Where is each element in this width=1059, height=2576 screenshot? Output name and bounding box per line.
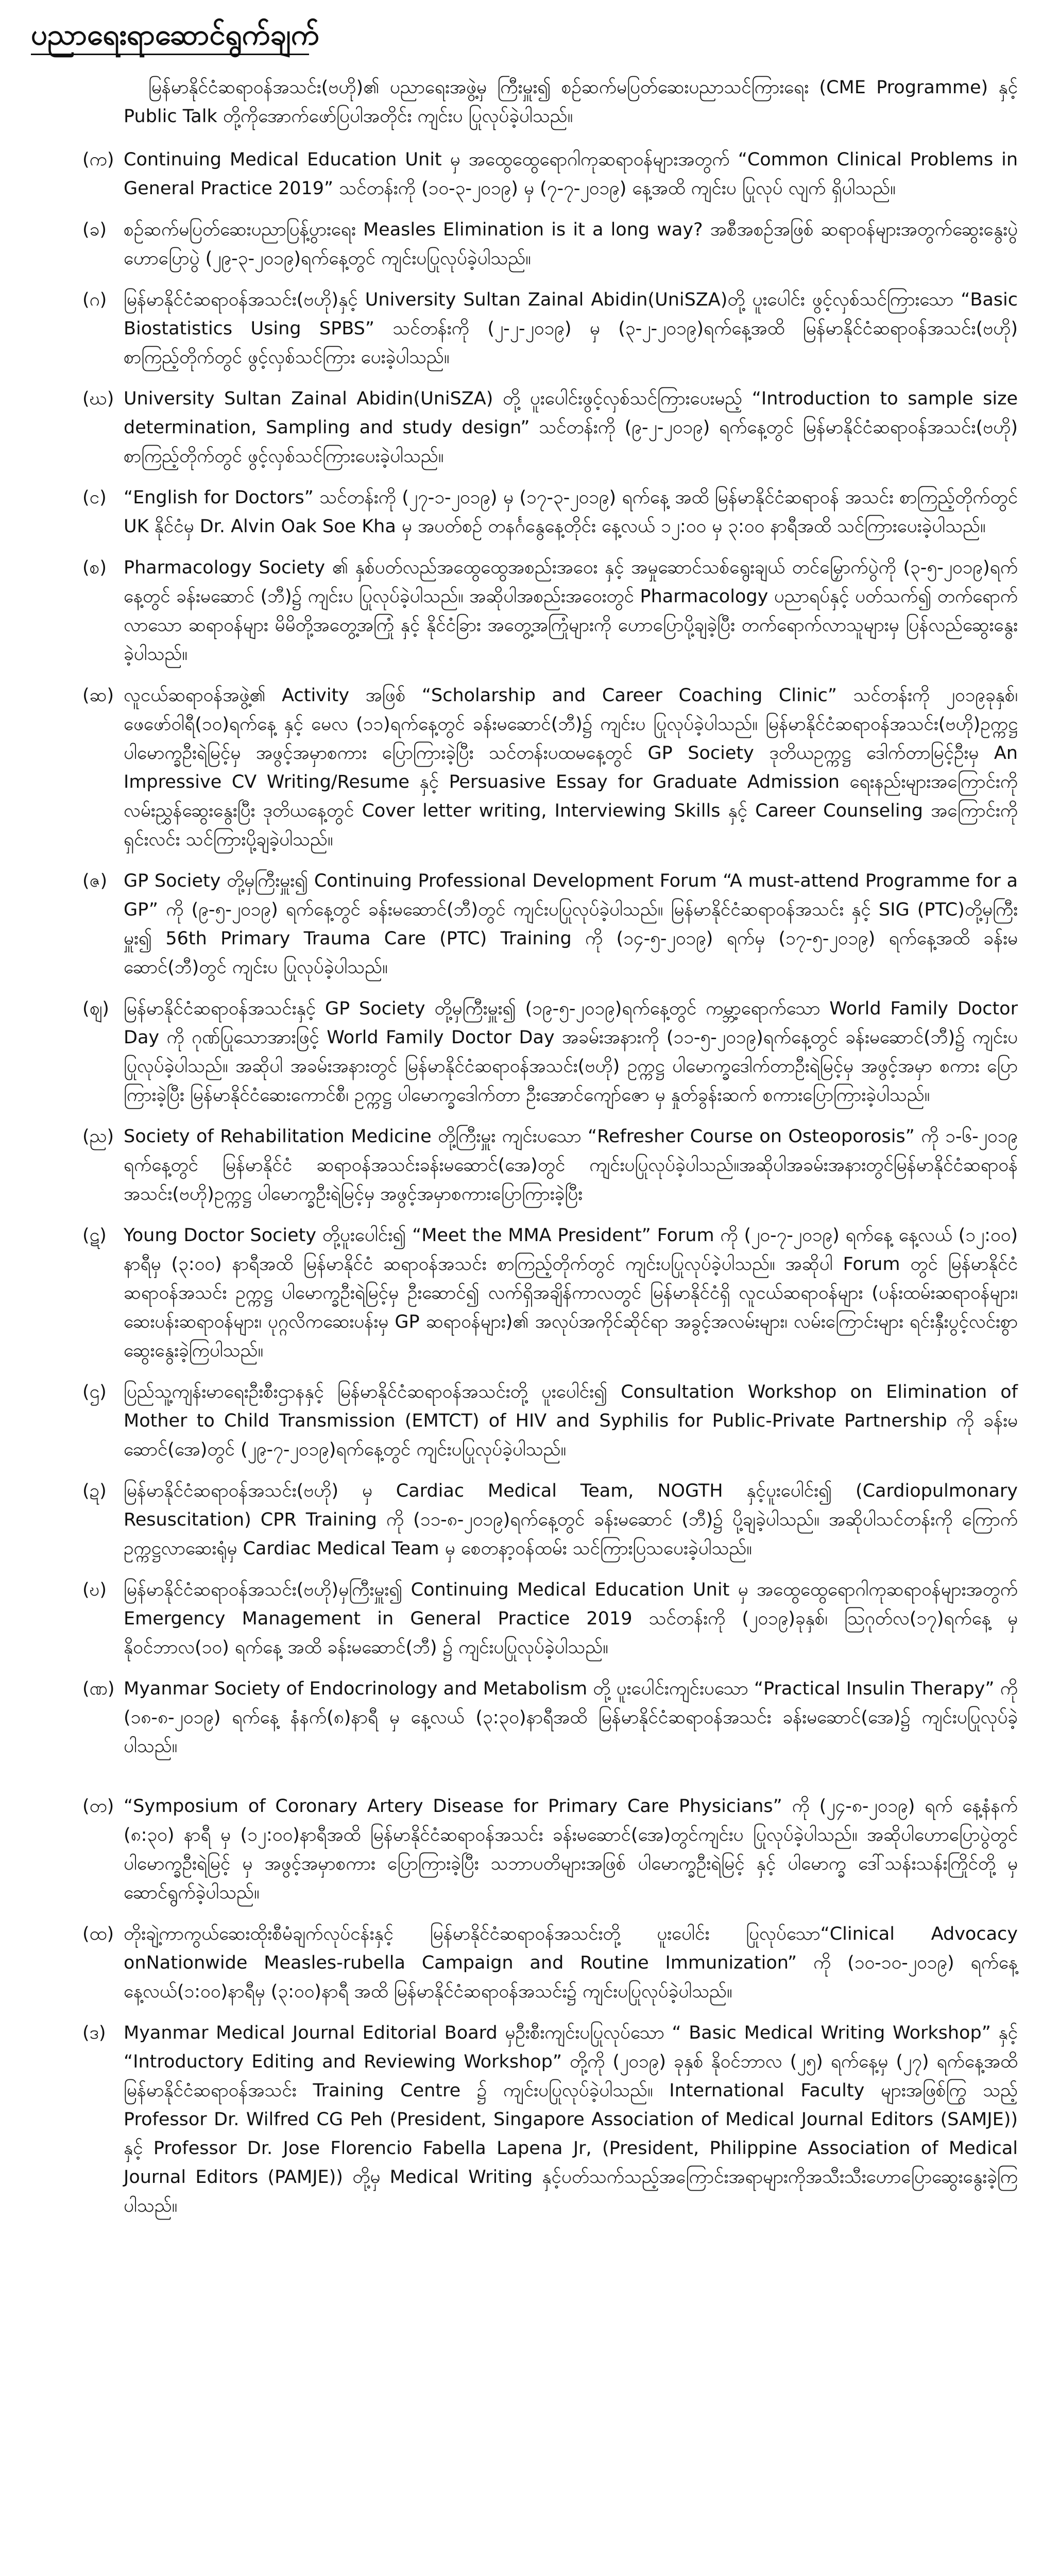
list-item — [21, 1920, 1038, 2006]
item-text: Continuing Medical Education Unit မှ အထွေထွေရောဂါကုဆရာဝန်များအတွက် “Common Clinical Problems in General Practice 2019” သင်တန်းကို (၁၀-၃-၂၀၁၉) မှ (၇-၇-၂၀၁၉) နေ့အထိ ကျင်းပ ပြုလုပ် လျက် ရှိပါသည်။ — [124, 149, 1018, 199]
item-text: University Sultan Zainal Abidin(UniSZA) တို့ ပူးပေါင်းဖွင့်လှစ်သင်ကြားပေးမည့် “Introduction to sample size determination, Sampling and study design” သင်တန်းကို (၉-၂-၂၀၁၉) ရက်နေ့တွင် မြန်မာနိုင်ငံဆရာဝန်အသင်း(ဗဟို) စာကြည့်တိုက်တွင် ဖွင့်လှစ်သင်ကြားပေးခဲ့ပါသည်။ — [124, 388, 1018, 467]
item-number: (ဒ) — [82, 2023, 106, 2043]
item-text: Society of Rehabilitation Medicine တို့ကြီးမှူး ကျင်းပသော “Refresher Course on Osteoporosis” ကို ၁-၆-၂၀၁၉ ရက်နေ့တွင် မြန်မာနိုင်ငံ ဆရာဝန်အသင်းခန်းမဆောင်(အေ)တွင် ကျင်းပပြုလုပ်ခဲ့ပါသည်။အဆိုပါအခမ်းအနားတွင်မြန်မာနိုင်ငံဆရာဝန်အသင်း(ဗဟို)ဥက္ကဋ္ဌ ပါမောက္ခဦးရဲမြင့်မှ အဖွင့်အမှာစကားပြောကြားခဲ့ပြီး — [124, 1126, 1018, 1205]
activity-list — [21, 145, 1038, 2221]
list-item — [21, 681, 1038, 854]
item-text: Myanmar Society of Endocrinology and Metabolism တို့ ပူးပေါင်းကျင်းပသော “Practical Insulin Therapy” ကို (၁၈-၈-၂၀၁၉) ရက်နေ့ နံနက်(၈)နာရီ မှ နေ့လယ် (၃:၃၀)နာရီအထိ မြန်မာနိုင်ငံဆရာဝန်အသင်း ခန်းမဆောင်(အေ)၌ ကျင်းပပြုလုပ်ခဲ့ပါသည်။ — [124, 1679, 1018, 1757]
item-number: (ဃ) — [82, 388, 114, 409]
list-item — [21, 2019, 1038, 2221]
list-item — [21, 483, 1038, 541]
item-text: မြန်မာနိုင်ငံဆရာဝန်အသင်း(ဗဟို) မှ Cardiac Medical Team, NOGTH နှင့်ပူးပေါင်း၍ (Cardiopulmonary Resuscitation) CPR Training ကို (၁၁-၈-၂၀၁၉)ရက်နေ့တွင် ခန်းမဆောင် (ဘီ)၌ ပို့ချခဲ့ပါသည်။ အဆိုပါသင်တန်းကို ကြောက်ဥက္ကဋ္ဌလာဆေးရုံမှ Cardiac Medical Team မှ စေတနာ့ဝန်ထမ်း သင်ကြားပြသပေးခဲ့ပါသည်။ — [124, 1481, 1018, 1559]
item-number: (ခ) — [82, 219, 107, 240]
list-item — [21, 1378, 1038, 1464]
list-item — [21, 1575, 1038, 1662]
item-text: စဉ်ဆက်မပြတ်ဆေးပညာပြန့်ပွားရေး Measles Elimination is it a long way? အစီအစဉ်အဖြစ် ဆရာဝန်များအတွက်ဆွေးနွေးပွဲ ဟောပြောပွဲ (၂၉-၃-၂၀၁၉)ရက်နေ့တွင် ကျင်းပပြုလုပ်ခဲ့ပါသည်။ — [124, 219, 1018, 269]
item-text: “Symposium of Coronary Artery Disease for Primary Care Physicians” ကို (၂၄-၈-၂၀၁၉) ရက် နေ့နံနက် (၈:၃၀) နာရီ မှ (၁၂:၀၀)နာရီအထိ မြန်မာနိုင်ငံဆရာဝန်အသင်း ခန်းမဆောင်(အေ)တွင်ကျင်းပ ပြုလုပ်ခဲ့ပါသည်။ အဆိုပါဟောပြောပွဲတွင် ပါမောက္ခဦးရဲမြင့် မှ အဖွင့်အမှာစကား ပြောကြားခဲ့ပြီး သဘာပတိများအဖြစ် ပါမောက္ခဦးရဲမြင့် နှင့် ပါမောက္ခ ဒေါ်သန်းသန်းကြိုင်တို့ မှ ဆောင်ရွက်ခဲ့ပါသည်။ — [124, 1796, 1018, 1903]
item-number: (ဎ) — [82, 1580, 107, 1600]
list-item — [21, 1674, 1038, 1761]
item-number: (တ) — [82, 1796, 114, 1817]
item-number: (ဋ) — [82, 1225, 107, 1246]
item-number: (ဌ) — [82, 1382, 107, 1402]
item-text: မြန်မာနိုင်ငံဆရာဝန်အသင်းနှင့် GP Society တို့မှကြီးမှူး၍ (၁၉-၅-၂၀၁၉)ရက်နေ့တွင် ကမ္ဘာ့ရောက်သော World Family Doctor Day ကို ဂုဏ်ပြုသောအားဖြင့် World Family Doctor Day အခမ်းအနားကို (၁၁-၅-၂၀၁၉)ရက်နေ့တွင် ခန်းမဆောင်(ဘီ)၌ ကျင်းပပြုလုပ်ခဲ့ပါသည်။ အဆိုပါ အခမ်းအနားတွင် မြန်မာနိုင်ငံဆရာဝန်အသင်း(ဗဟို) ဥက္ကဋ္ဌ ပါမောက္ခဒေါက်တာဦးရဲမြင့်မှ အဖွင့်အမှာ စကား ပြောကြားခဲ့ပြီး မြန်မာနိုင်ငံဆေးကောင်စီ၊ ဥက္ကဋ္ဌ ပါမောက္ခဒေါက်တာ ဦးအောင်ကျော်ဇော မှ နှုတ်ခွန်းဆက် စကားပြောကြားခဲ့ပါသည်။ — [124, 998, 1018, 1106]
item-text: ပြည်သူ့ကျန်းမာရေးဦးစီးဌာနနှင့် မြန်မာနိုင်ငံဆရာဝန်အသင်းတို့ ပူးပေါင်း၍ Consultation Workshop on Elimination of Mother to Child Transmission (EMTCT) of HIV and Syphilis for Public-Private Partnership ကို ခန်းမဆောင်(အေ)တွင် (၂၉-၇-၂၀၁၉)ရက်နေ့တွင် ကျင်းပပြုလုပ်ခဲ့ပါသည်။ — [124, 1382, 1018, 1460]
item-number: (င) — [82, 487, 107, 508]
list-item — [21, 867, 1038, 982]
item-number: (ည) — [82, 1126, 114, 1147]
item-text: Young Doctor Society တို့ပူးပေါင်း၍ “Meet the MMA President” Forum ကို (၂၀-၇-၂၀၁၉) ရက်နေ့ နေ့လယ် (၁၂:၀၀) နာရီမှ (၃:၀၀) နာရီအထိ မြန်မာနိုင်ငံ ဆရာဝန်အသင်း စာကြည့်တိုက်တွင် ကျင်းပပြုလုပ်ခဲ့ပါသည်။ အဆိုပါ Forum တွင် မြန်မာနိုင်ငံဆရာဝန်အသင်း ဥက္ကဋ္ဌ ပါမောက္ခဦးရဲမြင့်မှ ဦးဆောင်၍ လက်ရှိအချိန်ကာလတွင် မြန်မာနိုင်ငံရှိ လူငယ်ဆရာဝန်များ (ပန်းထမ်းဆရာဝန်များ၊ ဆေးပန်းဆရာဝန်များ၊ ပုဂ္ဂလိကဆေးပန်းမှ GP ဆရာဝန်များ)၏ အလုပ်အကိုင်ဆိုင်ရာ အခွင့်အလမ်းများ၊ လမ်းကြောင်းများ ရင်းနှီးပွင့်လင်းစွာ ဆွေးနွေးခဲ့ကြပါသည်။ — [124, 1225, 1018, 1361]
list-item — [21, 553, 1038, 669]
list-item — [21, 1477, 1038, 1563]
item-number: (ဏ) — [82, 1679, 115, 1699]
item-text: Pharmacology Society ၏ နှစ်ပတ်လည်အထွေထွေအစည်းအဝေး နှင့် အမှုဆောင်သစ်ရွေးချယ် တင်မြှောက်ပွဲကို (၃-၅-၂၀၁၉)ရက်နေ့တွင် ခန်းမဆောင် (ဘီ)၌ ကျင်းပ ပြုလုပ်ခဲ့ပါသည်။ အဆိုပါအစည်းအဝေးတွင် Pharmacology ပညာရပ်နှင့် ပတ်သက်၍ တက်ရောက် လာသော ဆရာဝန်များ မိမိတို့အတွေ့အကြုံ နှင့် နိုင်ငံခြား အတွေ့အကြုံများကို ဟောပြောပို့ချခဲ့ပြီး တက်ရောက်လာသူများမှ ပြန်လည်ဆွေးနွေးခဲ့ပါသည်။ — [124, 557, 1018, 665]
item-text: “English for Doctors” သင်တန်းကို (၂၇-၁-၂၀၁၉) မှ (၁၇-၃-၂၀၁၉) ရက်နေ့ အထိ မြန်မာနိုင်ငံဆရာဝန် အသင်း စာကြည့်တိုက်တွင် UK နိုင်ငံမှ Dr. Alvin Oak Soe Kha မှ အပတ်စဉ် တနင်္ဂနွေနေ့တိုင်း နေ့လယ် ၁၂:၀၀ မှ ၃:၀၀ နာရီအထိ သင်ကြားပေးခဲ့ပါသည်။ — [124, 487, 1018, 537]
list-item — [21, 1221, 1038, 1365]
item-number: (ဈ) — [82, 998, 109, 1019]
item-number: (ထ) — [82, 1924, 114, 1944]
item-number: (ဍ) — [82, 1481, 107, 1501]
list-item — [21, 994, 1038, 1110]
spacer — [21, 1773, 1038, 1792]
item-text: Myanmar Medical Journal Editorial Board မှဦးစီးကျင်းပပြုလုပ်သော “ Basic Medical Writing Workshop” နှင့် “Introductory Editing and Reviewing Workshop” တို့ကို (၂၀၁၉) ခုနှစ် နိုဝင်ဘာလ (၂၅) ရက်နေ့မှ (၂၇) ရက်နေ့အထိ မြန်မာနိုင်ငံဆရာဝန်အသင်း Training Centre ၌ ကျင်းပပြုလုပ်ခဲ့ပါသည်။ International Faculty များအဖြစ်ကြွ သည့် Professor Dr. Wilfred CG Peh (President, Singapore Association of Medical Journal Editors (SAMJE)) နှင့် Professor Dr. Jose Florencio Fabella Lapena Jr, (President, Philippine Association of Medical Journal Editors (PAMJE)) တို့မှ Medical Writing နှင့်ပတ်သက်သည့်အကြောင်းအရာများကိုအသီးသီးဟောပြောဆွေးနွေးခဲ့ကြပါသည်။ — [124, 2023, 1018, 2216]
list-item — [21, 1122, 1038, 1209]
item-number: (ဇ) — [82, 871, 108, 891]
list-item — [21, 1792, 1038, 1907]
item-number: (ဂ) — [82, 290, 107, 310]
list-item — [21, 145, 1038, 203]
list-item — [21, 384, 1038, 471]
section-heading: ပညာရေးရာဆောင်ရွက်ချက် — [31, 18, 319, 52]
item-text: မြန်မာနိုင်ငံဆရာဝန်အသင်း(ဗဟို)မှကြီးမှူး၍ Continuing Medical Education Unit မှ အထွေထွေရောဂါကုဆရာဝန်များအတွက် Emergency Management in General Practice 2019 သင်တန်းကို (၂၀၁၉)ခုနှစ်၊ ဩဂုတ်လ(၁၇)ရက်နေ့ မှ နိုဝင်ဘာလ(၁၀) ရက်နေ့ အထိ ခန်းမဆောင်(ဘီ) ၌ ကျင်းပပြုလုပ်ခဲ့ပါသည်။ — [124, 1580, 1018, 1658]
item-text: မြန်မာနိုင်ငံဆရာဝန်အသင်း(ဗဟို)နှင့် University Sultan Zainal Abidin(UniSZA)တို့ ပူးပေါင်း ဖွင့်လှစ်သင်ကြားသော “Basic Biostatistics Using SPBS” သင်တန်းကို (၂-၂-၂၀၁၉) မှ (၃-၂-၂၀၁၉)ရက်နေ့အထိ မြန်မာနိုင်ငံဆရာဝန်အသင်း(ဗဟို) စာကြည့်တိုက်တွင် ဖွင့်လှစ်သင်ကြား ပေးခဲ့ပါသည်။ — [124, 290, 1018, 368]
item-text: လူငယ်ဆရာဝန်အဖွဲ့၏ Activity အဖြစ် “Scholarship and Career Coaching Clinic” သင်တန်းကို ၂၀၁၉ခုနှစ်၊ ဖေဖော်ဝါရီ(၁၀)ရက်နေ့ နှင့် မေလ (၁၁)ရက်နေ့တွင် ခန်းမဆောင်(ဘီ)၌ ကျင်းပ ပြုလုပ်ခဲ့ပါသည်။ မြန်မာနိုင်ငံဆရာဝန်အသင်း(ဗဟို)ဥက္ကဋ္ဌ ပါမောက္ခဦးရဲမြင့်မှ အဖွင့်အမှာစကား ပြောကြားခဲ့ပြီး သင်တန်းပထမနေ့တွင် GP Society ဒုတိယဥက္ကဋ္ဌ ဒေါက်တာမြင့်ဦးမှ An Impressive CV Writing/Resume နှင့် Persuasive Essay for Graduate Admission ရေးနည်းများအကြောင်းကို လမ်းညွှန်ဆွေးနွေးပြီး ဒုတိယနေ့တွင် Cover letter writing, Interviewing Skills နှင့် Career Counseling အကြောင်းကို ရှင်းလင်း သင်ကြားပို့ချခဲ့ပါသည်။ — [124, 685, 1018, 850]
item-text: တိုးချဲ့ကာကွယ်ဆေးထိုးစီမံချက်လုပ်ငန်းနှင့် မြန်မာနိုင်ငံဆရာဝန်အသင်းတို့ ပူးပေါင်း ပြုလုပ်သော“Clinical Advocacy onNationwide Measles-rubella Campaign and Routine Immunization” ကို (၁၀-၁၀-၂၀၁၉) ရက်နေ့ နေ့လယ်(၁:၀၀)နာရီမှ (၃:၀၀)နာရီ အထိ မြန်မာနိုင်ငံဆရာဝန်အသင်း၌ ကျင်းပပြုလုပ်ခဲ့ပါသည်။ — [124, 1924, 1018, 2002]
list-item — [21, 215, 1038, 273]
item-number: (က) — [82, 149, 114, 170]
item-text: GP Society တို့မှကြီးမှူး၍ Continuing Professional Development Forum “A must-attend Programme for a GP” ကို (၉-၅-၂၀၁၉) ရက်နေ့တွင် ခန်းမဆောင်(ဘီ)တွင် ကျင်းပပြုလုပ်ခဲ့ပါသည်။ မြန်မာနိုင်ငံဆရာဝန်အသင်း နှင့် SIG (PTC)တို့မှကြီးမှူး၍ 56th Primary Trauma Care (PTC) Training ကို (၁၄-၅-၂၀၁၉) ရက်မှ (၁၇-၅-၂၀၁၉) ရက်နေ့အထိ ခန်းမဆောင်(ဘီ)တွင် ကျင်းပ ပြုလုပ်ခဲ့ပါသည်။ — [124, 871, 1018, 978]
item-number: (စ) — [82, 557, 107, 578]
item-number: (ဆ) — [82, 685, 114, 706]
list-item — [21, 285, 1038, 372]
intro-paragraph: မြန်မာနိုင်ငံဆရာဝန်အသင်း(ဗဟို)၏ ပညာရေးအဖွဲ့မှ ကြီးမှူး၍ စဉ်ဆက်မပြတ်ဆေးပညာသင်ကြားရေး (CME Programme) နှင့် Public Talk တို့ကိုအောက်ဖော်ပြပါအတိုင်း ကျင်းပ ပြုလုပ်ခဲ့ပါသည်။ — [124, 77, 1018, 127]
